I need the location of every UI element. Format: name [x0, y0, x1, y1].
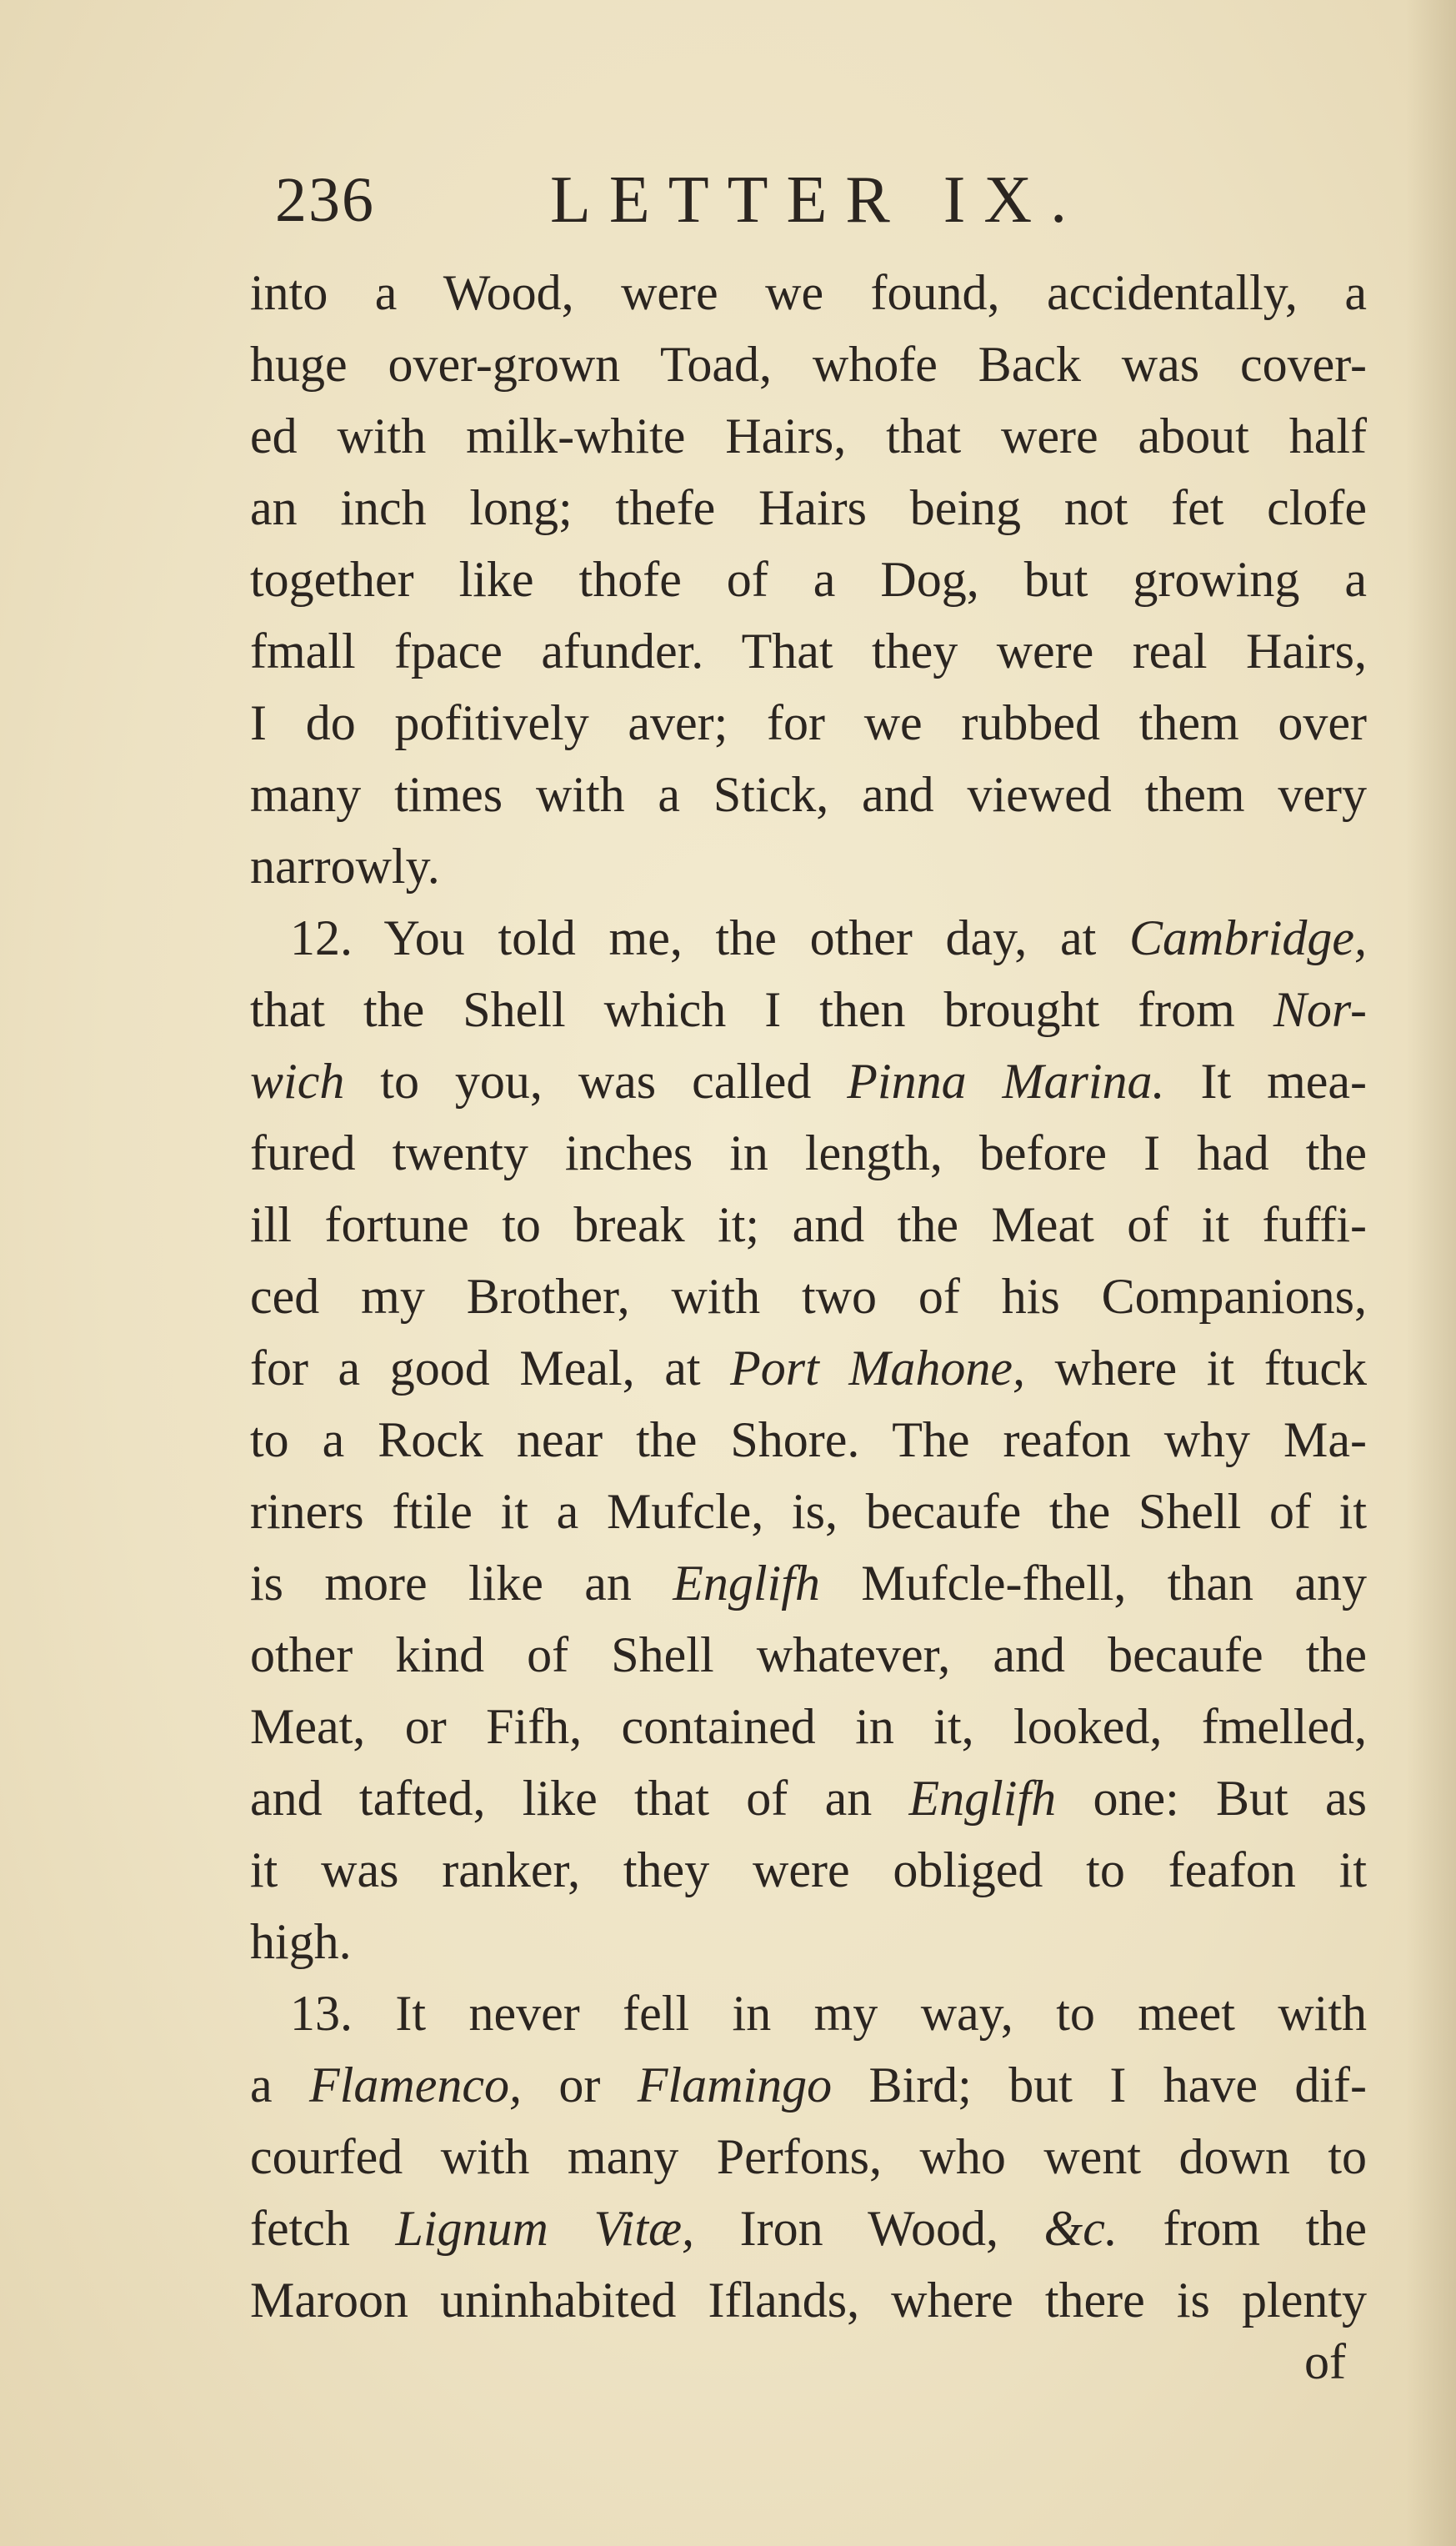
- italic-place-name: Cambridge,: [1129, 910, 1367, 965]
- text-line: together like thofe of a Dog, but growing a: [250, 552, 1367, 607]
- italic-place-name: Port Mahone,: [730, 1341, 1026, 1396]
- text-line: and tafted, like that of an Englifh one: But as: [250, 1771, 1367, 1826]
- text-line: an inch long; thefe Hairs being not fet clofe: [250, 480, 1367, 535]
- italic-etc: &c.: [1043, 2201, 1118, 2256]
- paragraph-13-first-line: 13. It never fell in my way, to meet with: [290, 1986, 1367, 2041]
- text-line: courfed with many Perfons, who went down to: [250, 2129, 1367, 2184]
- text-line: Meat, or Fifh, contained in it, looked, fmelled,: [250, 1699, 1367, 1754]
- text-line: it was ranker, they were obliged to feafon it: [250, 1842, 1367, 1897]
- paragraph-12-first-line: 12. You told me, the other day, at Cambridge,: [290, 910, 1367, 965]
- text-line: other kind of Shell whatever, and becaufe the: [250, 1627, 1367, 1682]
- paragraph-end-line: narrowly.: [250, 839, 440, 894]
- running-head: LETTER IX.: [550, 163, 1086, 237]
- italic-wood-name: Lignum Vitæ,: [395, 2201, 695, 2256]
- text-line: fmall fpace afunder. That they were real Hairs,: [250, 624, 1367, 679]
- paragraph-end-line: high.: [250, 1914, 352, 1969]
- italic-word: Englifh: [908, 1771, 1057, 1826]
- text-line: ced my Brother, with two of his Companions,: [250, 1269, 1367, 1324]
- text-line: for a good Meal, at Port Mahone, where it ftuck: [250, 1341, 1367, 1396]
- text-line: huge over-grown Toad, whofe Back was cover-: [250, 337, 1367, 392]
- italic-place-name: Nor-: [1273, 982, 1367, 1037]
- text-line: ill fortune to break it; and the Meat of it fuffi-: [250, 1197, 1367, 1252]
- text-line: many times with a Stick, and viewed them very: [250, 767, 1367, 822]
- text-line: that the Shell which I then brought from Nor-: [250, 982, 1367, 1037]
- text-line: into a Wood, were we found, accidentally, a: [250, 265, 1367, 320]
- text-line: I do pofitively aver; for we rubbed them over: [250, 695, 1367, 750]
- text-line: to a Rock near the Shore. The reafon why Ma-: [250, 1412, 1367, 1467]
- italic-species-name: Pinna Marina.: [847, 1054, 1165, 1109]
- italic-word: Englifh: [673, 1556, 820, 1611]
- text-line: Maroon uninhabited Iflands, where there is plenty: [250, 2273, 1367, 2328]
- text-line: ed with milk-white Hairs, that were about half: [250, 408, 1367, 464]
- text-line: a Flamenco, or Flamingo Bird; but I have dif-: [250, 2057, 1367, 2112]
- text-line: is more like an Englifh Mufcle-fhell, than any: [250, 1556, 1367, 1611]
- page-edge-shading: [1406, 0, 1456, 2546]
- italic-place-name: wich: [250, 1054, 345, 1109]
- page-header: [275, 158, 1142, 242]
- italic-bird-name: Flamenco,: [309, 2057, 522, 2112]
- page-number: 236: [275, 165, 375, 235]
- text-line: fetch Lignum Vitæ, Iron Wood, &c. from the: [250, 2201, 1367, 2256]
- italic-bird-name: Flamingo: [637, 2057, 833, 2112]
- catchword: of: [1304, 2334, 1346, 2389]
- text-line: riners ftile it a Mufcle, is, becaufe the Shell of it: [250, 1484, 1367, 1539]
- body-text: [250, 257, 1367, 2336]
- text-line: wich to you, was called Pinna Marina. It mea-: [250, 1054, 1367, 1109]
- text-line: fured twenty inches in length, before I had the: [250, 1125, 1367, 1180]
